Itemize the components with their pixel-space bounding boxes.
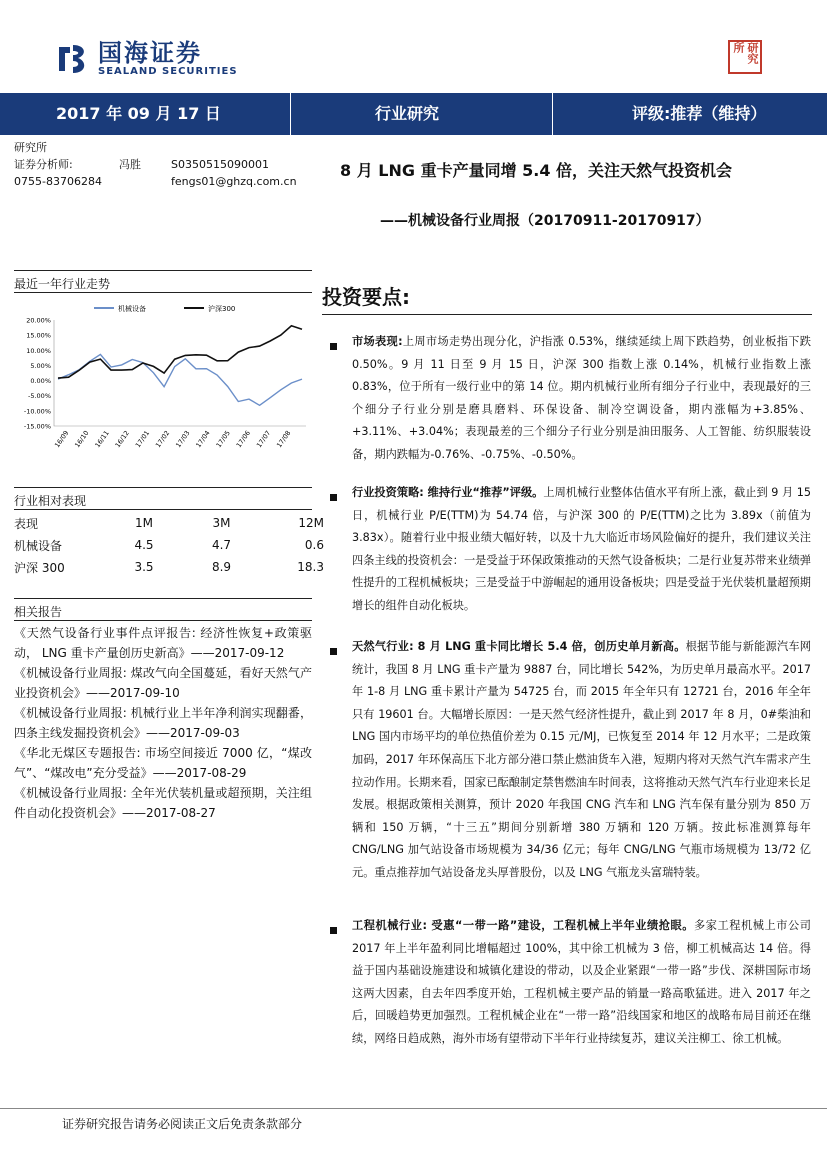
bullet-icon <box>330 927 337 934</box>
key-point-body: 上周机械行业整体估值水平有所上涨，截止到 9 月 15 日，机械行业 P/E(TTM)为 54.74 倍，与沪深 300 的 P/E(TTM)之比为 3.89x（前值为 3.83x）。随着行业中报业绩大幅好转，以及十九大临近市场风险偏好的提升，我们建议关注四条主线的投资机会：一是受益于环保政策推动的天然气设备板块；二是行业复苏带来业绩弹性提升的工程机械板块；三是受益于中游崛起的通用设备板块；四是受益于光伏装机量超预期增长的组件自动化板块。 <box>352 486 812 612</box>
key-point-lead: 行业投资策略: 维持行业“推荐”评级。 <box>352 486 544 499</box>
x-tick-label: 17/02 <box>153 429 172 450</box>
key-point-natural-gas <box>352 636 811 885</box>
table-cell: 0.6 <box>304 538 324 552</box>
table-header-cell: 表现 <box>14 516 39 531</box>
x-tick-label: 17/06 <box>234 429 253 450</box>
table-header-cell: 1M <box>135 516 153 530</box>
report-link[interactable]: 《机械设备行业周报: 煤改气向全国蔓延，看好天然气产业投资机会》——2017-09-10 <box>14 666 312 700</box>
key-points-title: 投资要点: <box>322 285 410 309</box>
key-point-construction <box>352 915 811 1051</box>
institute-label: 研究所 <box>14 141 47 154</box>
y-tick-label: -5.00% <box>28 392 51 401</box>
table-row <box>14 556 324 578</box>
x-tick-label: 16/09 <box>53 429 71 450</box>
logo-chinese-name: 国海证券 <box>98 39 202 67</box>
table-cell: 4.7 <box>211 538 232 552</box>
y-tick-label: 20.00% <box>26 316 51 325</box>
seal-text: 研究所 <box>732 42 759 64</box>
research-seal <box>728 40 762 74</box>
x-tick-label: 17/07 <box>254 429 273 450</box>
x-tick-label: 16/12 <box>113 429 131 450</box>
report-subtitle: ——机械设备行业周报（20170911-20170917） <box>380 213 710 229</box>
table-cell: 3.5 <box>134 560 154 574</box>
chart-legend <box>94 304 235 313</box>
key-point-market <box>352 331 811 467</box>
series-line-machinery <box>58 354 302 405</box>
table-header-cell: 3M <box>212 516 231 530</box>
y-tick-label: 15.00% <box>26 331 51 340</box>
table-row <box>14 534 324 556</box>
report-rating: 评级:推荐（维持） <box>632 104 767 123</box>
analyst-role: 证券分析师: <box>14 158 73 171</box>
bullet-icon <box>330 343 337 350</box>
table-header-cell: 12M <box>298 516 324 530</box>
x-tick-label: 17/04 <box>194 429 212 450</box>
industry-trend-chart <box>14 298 314 458</box>
x-tick-label: 16/11 <box>93 429 111 450</box>
report-link[interactable]: 《机械设备行业周报: 机械行业上半年净利润实现翻番，四条主线发掘投资机会》——2017-09-03 <box>14 706 312 740</box>
logo-english-name: SEALAND SECURITIES <box>98 66 238 77</box>
report-title: 8 月 LNG 重卡产量同增 5.4 倍，关注天然气投资机会 <box>340 161 733 180</box>
x-tick-label: 17/05 <box>214 429 232 450</box>
table-cell: 机械设备 <box>14 538 63 553</box>
x-tick-label: 17/03 <box>174 429 192 450</box>
key-point-lead: 市场表现: <box>352 335 403 348</box>
key-point-body: 上周市场走势出现分化，沪指涨 0.53%，继续延续上周下跌趋势，创业板指下跌 0.50%。9 月 11 日至 9 月 15 日，沪深 300 指数上涨 0.14%，机械行业指数上涨 0.83%，位于所有一级行业中的第 14 位。期内机械行业所有细分子行业中，表现最好的三个细分子行业分别是磨具磨料、环保设备、制冷空调设备，期内涨幅为+3.85%、+3.11%、+3.04%；表现最差的三个细分子行业分别是油田服务、人工智能、纺织服装设备，期内跌幅为-0.76%、-0.75%、-0.50%。 <box>352 335 811 461</box>
legend-label-hs300: 沪深300 <box>208 305 236 313</box>
reports-section-title: 相关报告 <box>14 605 63 619</box>
y-tick-label: 5.00% <box>30 361 51 370</box>
key-point-lead: 工程机械行业: 受惠“一带一路”建设，工程机械上半年业绩抢眼。 <box>352 919 695 932</box>
trend-section-title: 最近一年行业走势 <box>14 277 111 291</box>
analyst-name: 冯胜 <box>119 158 141 171</box>
analyst-license: S0350515090001 <box>171 158 269 171</box>
bullet-icon <box>330 648 337 655</box>
report-date: 2017 年 09 月 17 日 <box>56 104 221 123</box>
report-link[interactable]: 《华北无煤区专题报告: 市场空间接近 7000 亿，“煤改气”、“煤改电”充分受益》——2017-08-29 <box>14 746 312 780</box>
x-tick-label: 17/08 <box>275 429 293 450</box>
performance-table <box>14 512 324 578</box>
sealand-logo-icon <box>56 41 90 77</box>
chart-axes <box>54 320 306 426</box>
y-tick-label: -10.00% <box>23 407 51 416</box>
y-tick-label: 0.00% <box>30 377 51 386</box>
report-link[interactable]: 《天然气设备行业事件点评报告: 经济性恢复+政策驱动， LNG 重卡产量创历史新高》——2017-09-12 <box>14 626 312 660</box>
x-tick-label: 16/10 <box>73 429 91 450</box>
analyst-info <box>14 139 297 190</box>
bullet-icon <box>330 494 337 501</box>
report-link[interactable]: 《机械设备行业周报: 全年光伏装机量或超预期，关注组件自动化投资机会》——2017-08-27 <box>14 786 312 820</box>
table-cell: 沪深 300 <box>14 560 65 575</box>
key-point-lead: 天然气行业: 8 月 LNG 重卡同比增长 5.4 倍，创历史单月新高。 <box>352 640 686 653</box>
legend-label-machinery: 机械设备 <box>118 305 146 313</box>
y-tick-label: -15.00% <box>23 422 51 431</box>
series-line-hs300 <box>58 326 302 378</box>
table-header-row <box>14 512 324 534</box>
y-tick-label: 10.00% <box>26 346 51 355</box>
related-reports-list <box>14 623 312 823</box>
company-logo <box>56 40 238 77</box>
report-category: 行业研究 <box>375 104 440 123</box>
footer-disclaimer: 证券研究报告请务必阅读正文后免责条款部分 <box>62 1117 303 1131</box>
x-tick-label: 17/01 <box>133 429 152 450</box>
key-point-body: 根据节能与新能源汽车网统计，我国 8 月 LNG 重卡产量为 9887 台，同比增长 542%，为历史单月最高水平。2017 年 1-8 月 LNG 重卡累计产量为 54725 台，而 2015 年全年只有 12721 台，2016 年全年只有 19601 台。大幅增长原因：一是天然气经济性提升，截止到 2017 年 8 月，0#柴油和 LNG 国内市场平均的单位热值价差为 0.15 元/MJ，已恢复至 2014 年 12 月水平；二是政策加码，2017 年环保高压下北方部分港口禁止燃油货车入港，短期内将对天然气汽车需求产生拉动作用。长期来看，国家已酝酿制定禁售燃油车时间表，这将推动天然气汽车行业迎来长足发展。根据政策相关测算，预计 2020 年我国 CNG 汽车和 LNG 汽车保有量分别为 850 万辆和 150 万辆，“十三五”期间分别新增 380 万辆和 120 万辆。按此标准测算每年 CNG/LNG 加气站设备市场规模为 34/36 亿元；每年 CNG/LNG 气瓶市场规模为 13/72 亿元。重点推荐加气站设备龙头厚普股份，以及 LNG 气瓶龙头富瑞特装。 <box>352 640 811 879</box>
analyst-email[interactable]: fengs01@ghzq.com.cn <box>171 175 297 188</box>
table-cell: 4.5 <box>134 538 154 552</box>
analyst-phone: 0755-83706284 <box>14 175 102 188</box>
key-point-body: 多家工程机械上市公司 2017 年上半年盈利同比增幅超过 100%，其中徐工机械为 3 倍，柳工机械高达 14 倍。得益于国内基础设施建设和城镇化建设的带动，以及企业紧跟“一带一路”步伐、深耕国际市场这两大因素，自去年四季度开始，工程机械主要产品的销量一路高歌猛进。进入 2017 年之后，回暖趋势更加强烈。工程机械企业在“一带一路”沿线国家和地区的战略布局目前还在继续，网络日趋成熟，海外市场有望带动下半年行业持续复苏，建议关注柳工、徐工机械。 <box>352 919 811 1045</box>
table-cell: 18.3 <box>297 560 324 574</box>
key-point-strategy <box>352 482 811 618</box>
performance-section-title: 行业相对表现 <box>14 494 87 508</box>
header-bar <box>0 93 827 135</box>
table-cell: 8.9 <box>211 560 232 574</box>
